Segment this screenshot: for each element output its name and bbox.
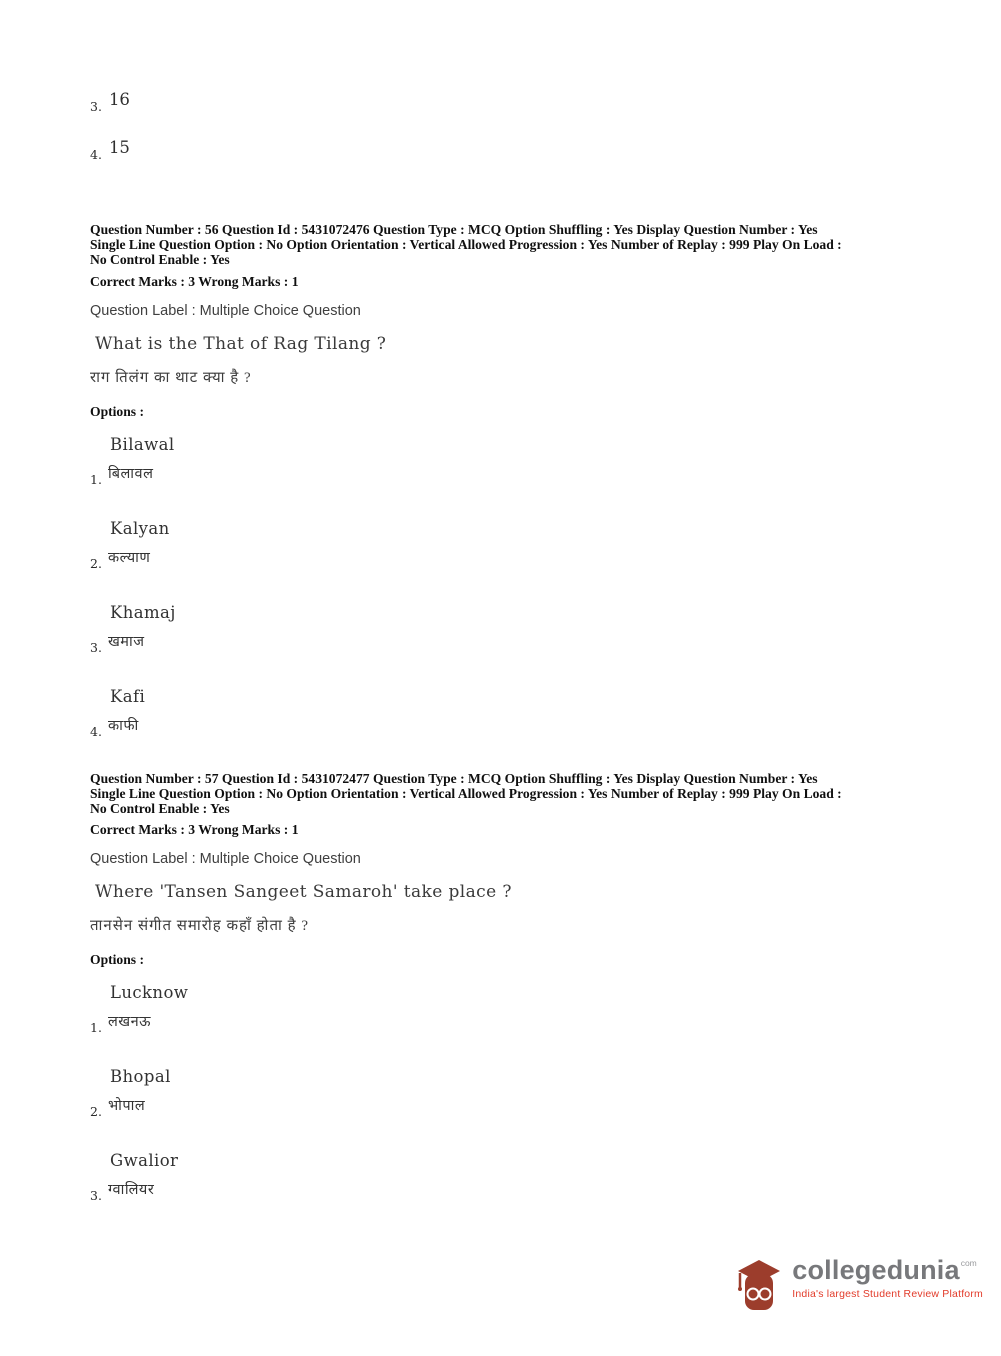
question-label: Question Label : Multiple Choice Question: [90, 302, 361, 319]
option-item: [90, 983, 915, 1035]
option-label-en: Gwalior: [110, 1151, 179, 1171]
question-meta: [90, 222, 915, 268]
marks-line: Correct Marks : 3 Wrong Marks : 1: [90, 822, 299, 838]
prev-question-option: [90, 140, 915, 162]
question-text-en: What is the That of Rag Tilang ?: [95, 333, 387, 354]
option-hi-row: [90, 1099, 915, 1119]
option-number: 2.: [90, 1104, 102, 1120]
question-meta: [90, 771, 915, 817]
option-hi-row: [90, 1015, 915, 1035]
option-hi-row: [90, 635, 915, 655]
question-meta-line: Question Number : 57 Question Id : 5431072477 Question Type : MCQ Option Shuffling : Yes Display Question Number : Yes: [90, 770, 818, 786]
option-number: 4.: [90, 147, 102, 162]
question-meta-line: Single Line Question Option : No Option Orientation : Vertical Allowed Progression : Yes Number of Replay : 999 Play On Load :: [90, 237, 842, 253]
option-label-hi: लखनऊ: [107, 1014, 152, 1031]
option-number: 2.: [90, 555, 102, 571]
collegedunia-mascot-icon: [736, 1256, 782, 1316]
option-number: 1.: [90, 1020, 102, 1036]
question-block-56: [90, 222, 915, 739]
marks-line: Correct Marks : 3 Wrong Marks : 1: [90, 273, 299, 289]
option-label-en: Kafi: [110, 686, 146, 706]
question-meta-line: No Control Enable : Yes: [90, 252, 230, 268]
question-meta-line: Question Number : 56 Question Id : 5431072476 Question Type : MCQ Option Shuffling : Yes Display Question Number : Yes: [90, 222, 818, 237]
option-number: 4.: [90, 723, 102, 739]
option-label-en: Bilawal: [110, 434, 175, 454]
option-item: [90, 435, 915, 487]
option-hi-row: [90, 719, 915, 739]
option-item: [90, 519, 915, 571]
options-heading: Options :: [90, 952, 145, 968]
brand-suffix: com: [960, 1258, 977, 1268]
option-item: [90, 1067, 915, 1119]
option-number: 1.: [90, 471, 102, 487]
question-text-hi: तानसेन संगीत समारोह कहाँ होता है ?: [90, 918, 310, 935]
option-hi-row: [90, 551, 915, 571]
question-meta-line: Single Line Question Option : No Option Orientation : Vertical Allowed Progression : Yes Number of Replay : 999 Play On Load :: [90, 785, 842, 801]
collegedunia-logo: [736, 1256, 983, 1316]
brand-wordmark: collegedunia: [792, 1255, 960, 1285]
option-label-en: Khamaj: [110, 602, 176, 622]
brand-row: [792, 1256, 983, 1284]
option-label-hi: बिलावल: [107, 465, 154, 482]
option-label-en: Bhopal: [110, 1067, 171, 1087]
option-number: 3.: [90, 1188, 102, 1204]
prev-question-option: [90, 92, 915, 114]
option-label-hi: काफी: [107, 717, 139, 734]
question-label: Question Label : Multiple Choice Question: [90, 851, 361, 868]
option-item: [90, 1151, 915, 1203]
option-number: 3.: [90, 639, 102, 655]
option-hi-row: [90, 467, 915, 487]
question-meta-line: No Control Enable : Yes: [90, 801, 230, 817]
option-label-hi: खमाज: [107, 633, 145, 650]
option-label-hi: ग्वालियर: [107, 1182, 155, 1199]
option-label: 16: [108, 90, 130, 109]
option-label-en: Kalyan: [110, 518, 170, 538]
option-label-en: Lucknow: [110, 983, 189, 1003]
logo-text: [792, 1256, 983, 1300]
question-text-en: Where 'Tansen Sangeet Samaroh' take place ?: [95, 882, 512, 903]
option-item: [90, 603, 915, 655]
option-hi-row: [90, 1183, 915, 1203]
options-heading: Options :: [90, 403, 145, 419]
option-label-hi: भोपाल: [107, 1098, 146, 1115]
question-block-57: [90, 771, 915, 1204]
question-text-hi: राग तिलंग का थाट क्या है ?: [90, 369, 252, 386]
brand-tagline: India's largest Student Review Platform: [792, 1288, 983, 1300]
option-label: 15: [108, 138, 130, 157]
option-number: 3.: [90, 99, 102, 114]
option-item: [90, 687, 915, 739]
option-label-hi: कल्याण: [107, 549, 151, 566]
